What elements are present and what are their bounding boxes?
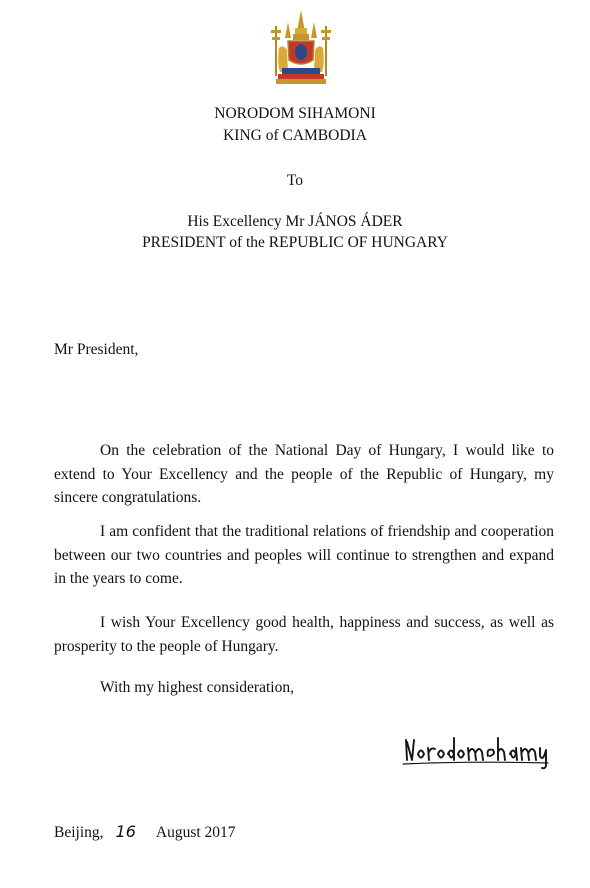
salutation: Mr President, xyxy=(54,341,139,358)
sender-name: NORODOM SIHAMONI xyxy=(214,105,376,122)
royal-emblem-icon xyxy=(266,8,336,88)
sender-title: KING of CAMBODIA xyxy=(223,127,367,144)
recipient-name: His Excellency Mr JÁNOS ÁDER xyxy=(187,213,403,230)
dateline xyxy=(54,822,236,842)
body-paragraph: I wish Your Excellency good health, happiness and success, as well as prosperity to the people of Hungary. xyxy=(54,614,554,655)
body-paragraph: On the celebration of the National Day of Hungary, I would like to extend to Your Excellency and the people of the Republic of Hungary, my sincere congratulations. xyxy=(54,442,554,506)
to-label: To xyxy=(286,172,304,189)
signature-icon xyxy=(400,728,555,770)
recipient-title: PRESIDENT of the REPUBLIC OF HUNGARY xyxy=(142,234,448,251)
body-paragraph: I am confident that the traditional relations of friendship and cooperation between our two countries and peoples will continue to strengthen and expand in the years to come. xyxy=(54,523,554,587)
date-day-handwritten: 16 xyxy=(115,822,136,841)
date-month-year: August 2017 xyxy=(155,824,236,841)
closing-line: With my highest consideration, xyxy=(100,679,294,696)
date-place: Beijing, xyxy=(54,824,104,841)
